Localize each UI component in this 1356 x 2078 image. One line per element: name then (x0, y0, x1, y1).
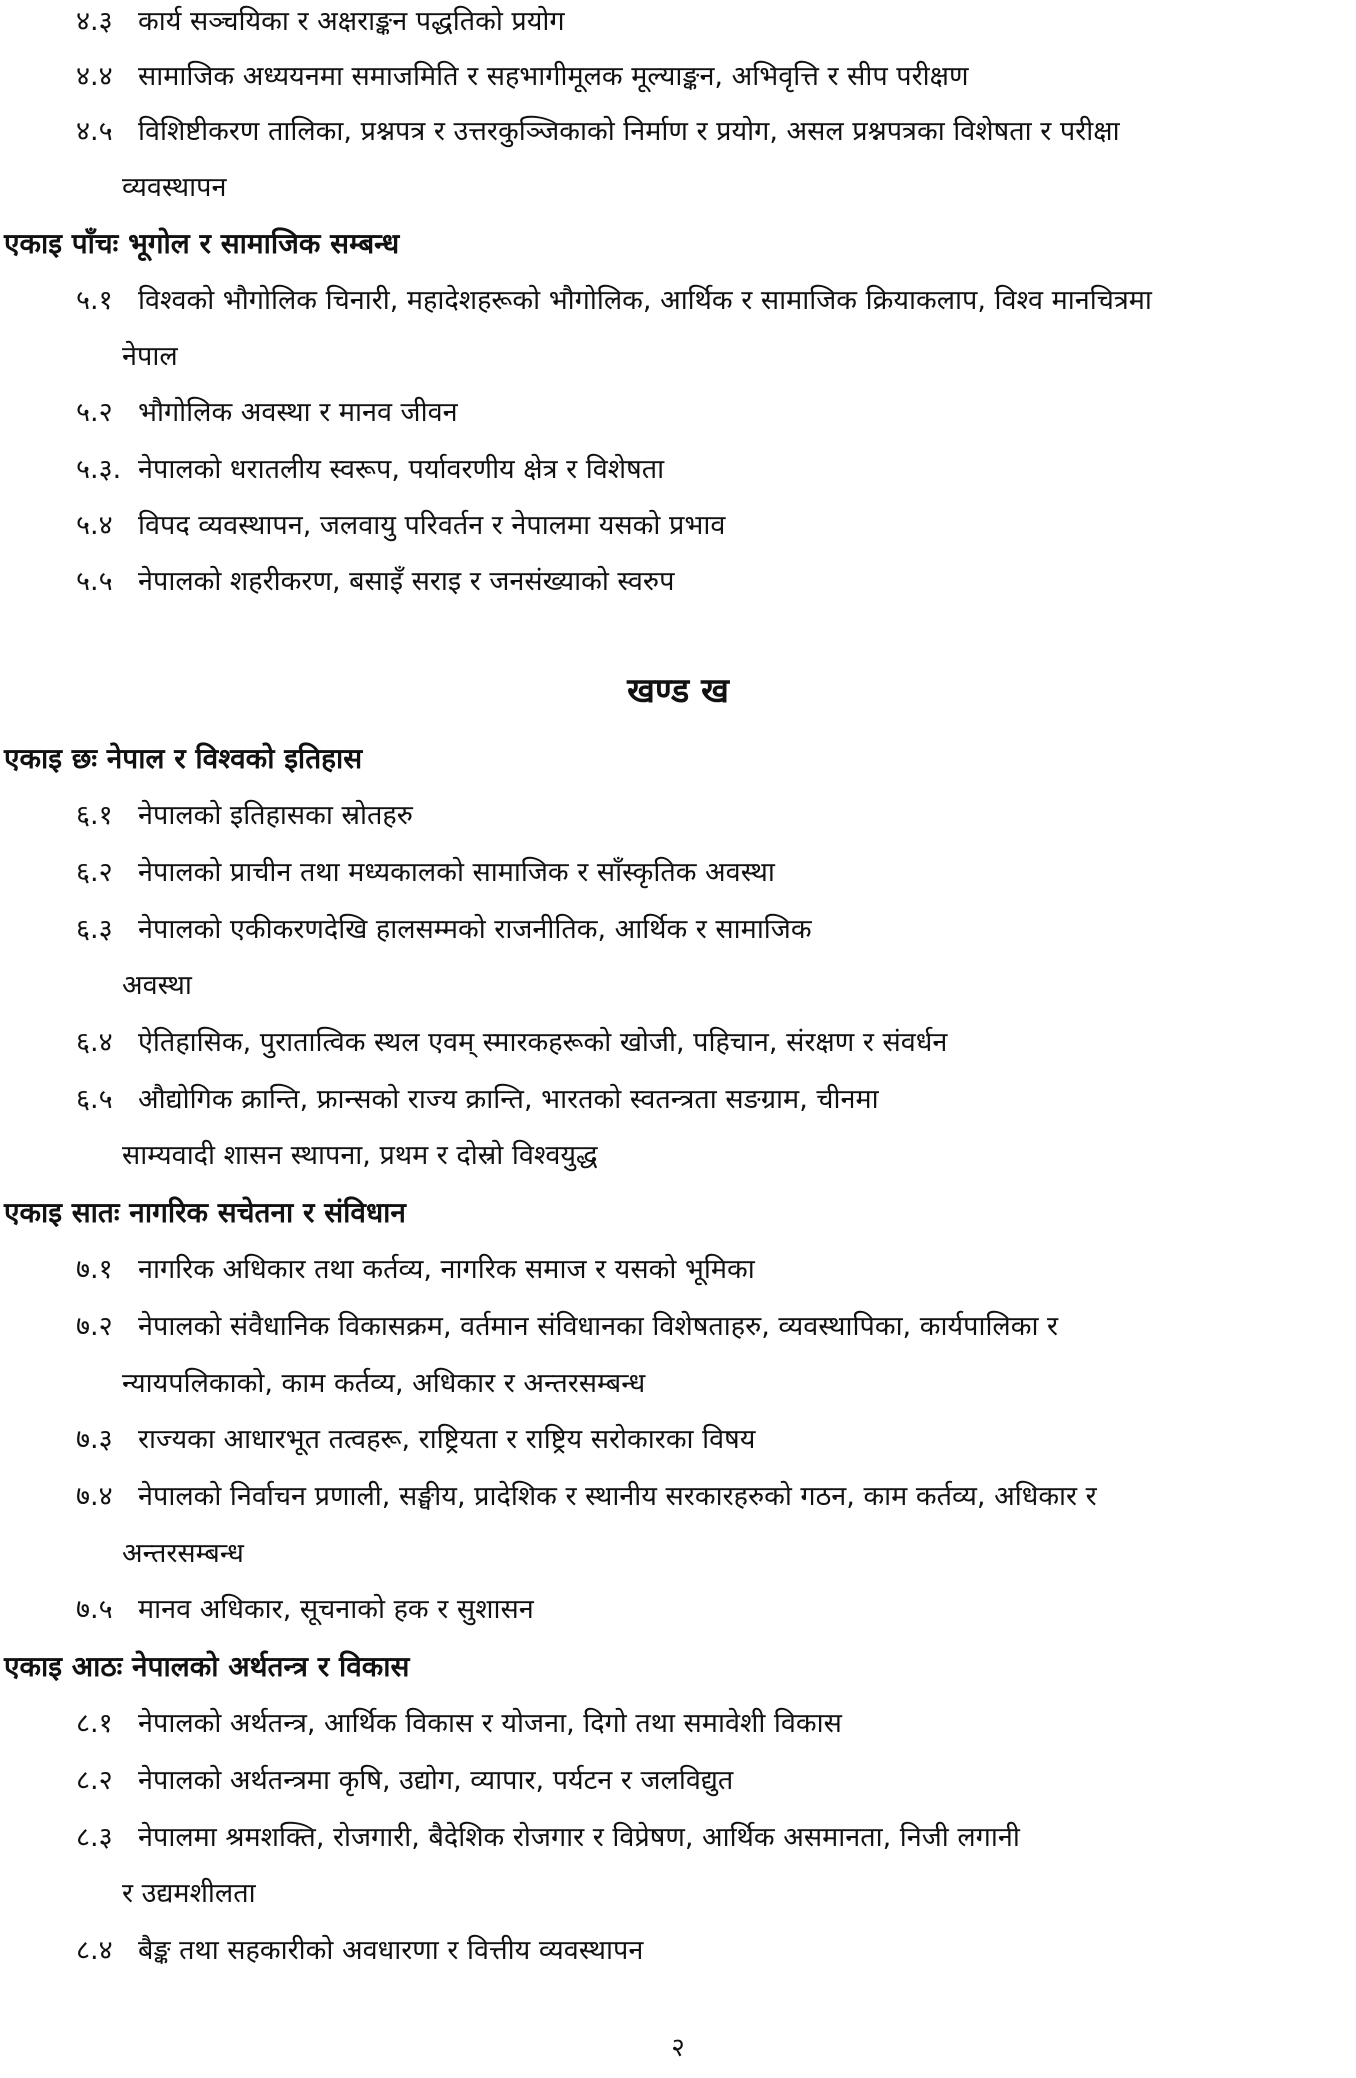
item-text: नेपालको इतिहासका स्रोतहरु (138, 800, 413, 831)
unit-6-heading: एकाइ छः नेपाल र विश्वको इतिहास (4, 742, 363, 775)
item-text: नेपालको धरातलीय स्वरूप, पर्यावरणीय क्षेत्र र विशेषता (138, 454, 665, 485)
list-item-6-3 (76, 910, 812, 950)
item-number: ४.४ (76, 61, 113, 92)
item-text: विशिष्टीकरण तालिका, प्रश्नपत्र र उत्तरकुञ्जिकाको निर्माण र प्रयोग, असल प्रश्नपत्रका विशेषता र परीक्षा (138, 116, 1120, 147)
item-number: ५.२ (76, 397, 113, 428)
item-number: ७.४ (76, 1481, 113, 1512)
item-text: राज्यका आधारभूत तत्वहरू, राष्ट्रियता र राष्ट्रिय सरोकारका विषय (138, 1424, 756, 1455)
item-number: ५.४ (76, 510, 113, 541)
item-number: ६.१ (76, 800, 113, 831)
list-item-continuation: न्यायपलिकाको, काम कर्तव्य, अधिकार र अन्तरसम्बन्ध (122, 1368, 646, 1399)
list-item-5-3 (76, 450, 664, 490)
list-item-6-4 (76, 1023, 947, 1063)
list-item-continuation: र उद्यमशीलता (122, 1878, 256, 1909)
item-number: ६.४ (76, 1027, 113, 1058)
item-number: ८.१ (76, 1708, 113, 1739)
item-number: ६.५ (76, 1084, 113, 1115)
list-item-6-2 (76, 853, 775, 893)
list-item-4-3 (76, 2, 565, 42)
item-number: ४.३ (76, 6, 113, 37)
list-item-continuation: नेपाल (122, 341, 178, 372)
item-text: विश्वको भौगोलिक चिनारी, महादेशहरूको भौगोलिक, आर्थिक र सामाजिक क्रियाकलाप, विश्व मानचित्रमा (138, 285, 1152, 316)
item-number: ८.४ (76, 1935, 113, 1966)
list-item-4-4 (76, 57, 968, 97)
item-text: सामाजिक अध्ययनमा समाजमिति र सहभागीमूलक मूल्याङ्कन, अभिवृत्ति र सीप परीक्षण (138, 61, 969, 92)
list-item-8-1 (76, 1704, 842, 1744)
unit-7-heading: एकाइ सातः नागरिक सचेतना र संविधान (4, 1196, 406, 1229)
page-number: २ (671, 2033, 685, 2063)
list-item-7-4 (76, 1477, 1097, 1517)
list-item-7-2 (76, 1307, 1058, 1347)
item-number: ८.२ (76, 1765, 113, 1796)
item-text: नेपालको एकीकरणदेखि हालसम्मको राजनीतिक, आर्थिक र सामाजिक (138, 914, 812, 945)
item-number: ८.३ (76, 1822, 113, 1853)
list-item-7-1 (76, 1250, 755, 1290)
list-item-7-3 (76, 1420, 755, 1460)
item-number: ६.२ (76, 857, 113, 888)
item-text: नेपालको अर्थतन्त्र, आर्थिक विकास र योजना, दिगो तथा समावेशी विकास (138, 1708, 842, 1739)
list-item-8-2 (76, 1761, 733, 1801)
list-item-4-5 (76, 112, 1120, 152)
item-text: नेपालको शहरीकरण, बसाइँ सराइ र जनसंख्याको स्वरुप (138, 566, 675, 597)
item-text: नेपालको संवैधानिक विकासक्रम, वर्तमान संविधानका विशेषताहरु, व्यवस्थापिका, कार्यपालिका र (138, 1311, 1059, 1342)
list-item-continuation: अवस्था (122, 970, 192, 1001)
item-text: नागरिक अधिकार तथा कर्तव्य, नागरिक समाज र यसको भूमिका (138, 1254, 755, 1285)
list-item-continuation: अन्तरसम्बन्ध (122, 1538, 244, 1569)
item-text: नेपालको निर्वाचन प्रणाली, सङ्घीय, प्रादेशिक र स्थानीय सरकारहरुको गठन, काम कर्तव्य, अधिकार र (138, 1481, 1097, 1512)
list-item-continuation: साम्यवादी शासन स्थापना, प्रथम र दोस्रो विश्वयुद्ध (122, 1140, 598, 1171)
item-number: ६.३ (76, 914, 113, 945)
list-item-8-3 (76, 1818, 1020, 1858)
item-text: नेपालमा श्रमशक्ति, रोजगारी, बैदेशिक रोजगार र विप्रेषण, आर्थिक असमानता, निजी लगानी (138, 1822, 1020, 1853)
list-item-continuation: व्यवस्थापन (122, 172, 227, 203)
item-text: नेपालको प्राचीन तथा मध्यकालको सामाजिक र साँस्कृतिक अवस्था (138, 857, 775, 888)
item-number: ५.१ (76, 285, 113, 316)
item-text: नेपालको अर्थतन्त्रमा कृषि, उद्योग, व्यापार, पर्यटन र जलविद्युत (138, 1765, 734, 1796)
item-number: ७.२ (76, 1311, 113, 1342)
list-item-5-1 (76, 281, 1152, 321)
list-item-6-5 (76, 1080, 879, 1120)
unit-5-heading: एकाइ पाँचः भूगोल र सामाजिक सम्बन्ध (4, 227, 400, 260)
item-text: कार्य सञ्चयिका र अक्षराङ्कन पद्धतिको प्रयोग (138, 6, 565, 37)
list-item-6-1 (76, 796, 413, 836)
unit-8-heading: एकाइ आठः नेपालको अर्थतन्त्र र विकास (4, 1650, 410, 1683)
item-number: ७.१ (76, 1254, 113, 1285)
item-text: औद्योगिक क्रान्ति, फ्रान्सको राज्य क्रान्ति, भारतको स्वतन्त्रता सङग्राम, चीनमा (138, 1084, 879, 1115)
item-number: ५.३. (76, 454, 122, 485)
item-text: ऐतिहासिक, पुरातात्विक स्थल एवम् स्मारकहरूको खोजी, पहिचान, संरक्षण र संवर्धन (138, 1027, 948, 1058)
item-text: भौगोलिक अवस्था र मानव जीवन (138, 397, 458, 428)
item-text: बैङ्क तथा सहकारीको अवधारणा र वित्तीय व्यवस्थापन (138, 1935, 644, 1966)
section-b-title: खण्ड ख (627, 671, 729, 711)
item-number: ४.५ (76, 116, 113, 147)
item-text: विपद व्यवस्थापन, जलवायु परिवर्तन र नेपालमा यसको प्रभाव (138, 510, 726, 541)
list-item-5-5 (76, 562, 674, 602)
item-text: मानव अधिकार, सूचनाको हक र सुशासन (138, 1594, 534, 1625)
list-item-5-2 (76, 393, 458, 433)
item-number: ५.५ (76, 566, 113, 597)
list-item-7-5 (76, 1590, 534, 1630)
list-item-8-4 (76, 1931, 643, 1971)
list-item-5-4 (76, 506, 725, 546)
item-number: ७.३ (76, 1424, 113, 1455)
item-number: ७.५ (76, 1594, 113, 1625)
